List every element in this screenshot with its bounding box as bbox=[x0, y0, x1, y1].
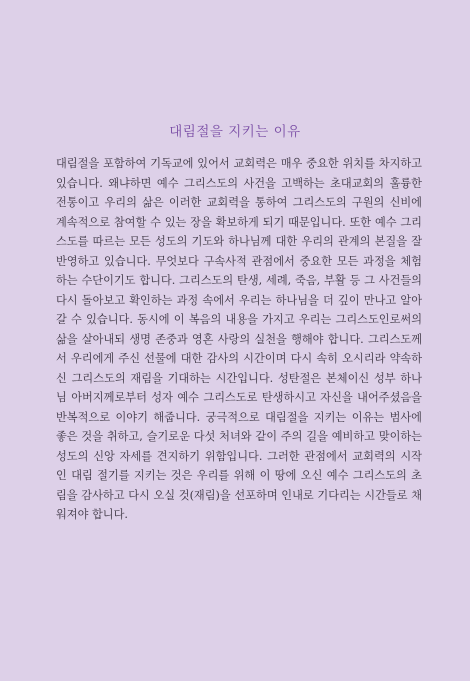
page-title: 대림절을 지키는 이유 bbox=[169, 124, 301, 140]
body-paragraph: 대림절을 포함하여 기독교에 있어서 교회력은 매우 중요한 위치를 차지하고 있습니다. 왜냐하면 예수 그리스도의 사건을 고백하는 초대교회의 훌륭한 전통이고 우리의 삶은 이러한 교회력을 통하여 그리스도의 구원의 신비에 계속적으로 참여할 수 있는 장을 확보하게 되기 때문입니다. 또한 예수 그리스도를 따르는 모든 성도의 기도와 하나님께 대한 우리의 관계의 본질을 잘 반영하고 있습니다. 무엇보다 구속사적 관점에서 중요한 모든 과정을 체험하는 수단이기도 합니다. 그리스도의 탄생, 세례, 죽음, 부활 등 그 사건들의 다시 돌아보고 확인하는 과정 속에서 우리는 하나님을 더 깊이 만나고 알아 갈 수 있습니다. 동시에 이 복음의 내용을 가지고 우리는 그리스도인로써의 삶을 살아내되 생명 존중과 영혼 사랑의 실천을 행해야 합니다. 그리스도께서 우리에게 주신 선물에 대한 감사의 시간이며 다시 속히 오시리라 약속하신 그리스도의 재림을 기대하는 시간입니다. 성탄절은 본체이신 성부 하나님 아버지께로부터 성자 예수 그리스도로 탄생하시고 자신을 내어주셨음을 반복적으로 이야기 해줍니다. 궁극적으로 대림절을 지키는 이유는 범사에 좋은 것을 취하고, 슬기로운 다섯 처녀와 같이 주의 길을 예비하고 맞이하는 성도의 신앙 자세를 견지하기 위함입니다. 그러한 관점에서 교회력의 시작인 대림 절기를 지키는 것은 우리를 위해 이 땅에 오신 예수 그리스도의 초림을 감사하고 다시 오실 것(재림)을 선포하며 인내로 기다리는 시간들로 채워져야 합니다. bbox=[56, 157, 422, 521]
